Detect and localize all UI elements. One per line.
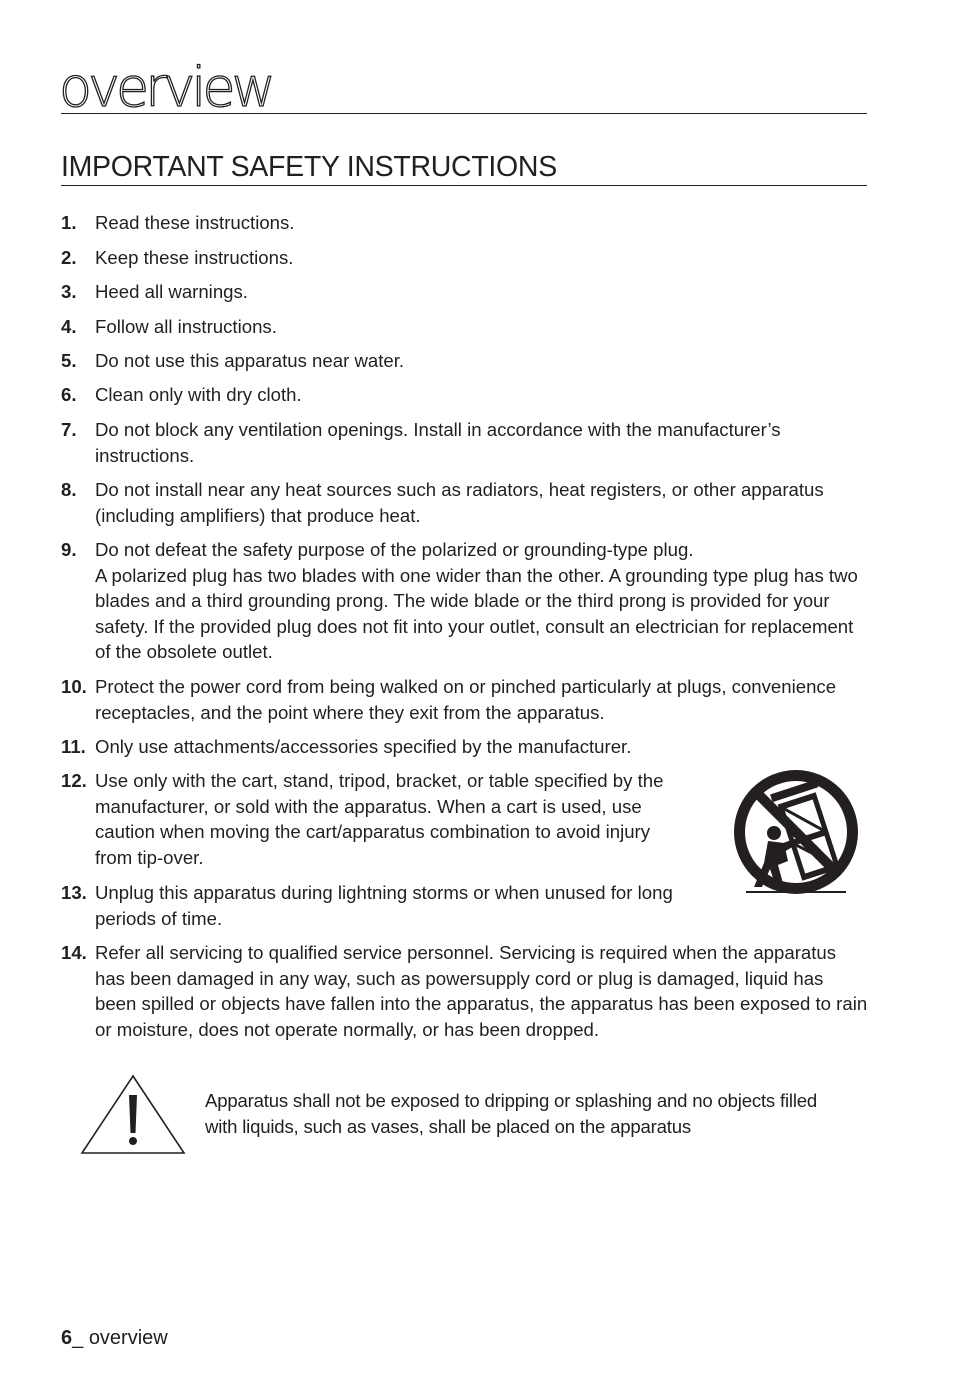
warning-text: Apparatus shall not be exposed to dripping or splashing and no objects filled with liquids, such as vases, shall be placed on the apparatus: [205, 1090, 818, 1137]
item-text-main: Do not defeat the safety purpose of the polarized or grounding-type plug.: [95, 539, 694, 560]
item-text: Read these instructions.: [95, 212, 295, 233]
item-text: [95, 537, 869, 665]
footer-separator: _: [72, 1327, 89, 1349]
section-rule: [61, 185, 867, 186]
item-number: 7.: [61, 419, 77, 440]
item-number: 1.: [61, 212, 77, 233]
item-text: Protect the power cord from being walked on or pinched particularly at plugs, convenience receptacles, and the point where they exit from the apparatus.: [95, 676, 837, 723]
item-text: Refer all servicing to qualified service personnel. Servicing is required when the apparatus has been damaged in any way, such as powersupply cord or plug is damaged, liquid has been spilled or objects have fallen into the apparatus, the apparatus has been exposed to rain or moisture, does not operate normally, or has been dropped.: [95, 942, 868, 1040]
item-number: 6.: [61, 384, 77, 405]
item-text: Do not install near any heat sources such as radiators, heat registers, or other apparatus (including amplifiers) that produce heat.: [95, 479, 824, 526]
item-text: Clean only with dry cloth.: [95, 384, 302, 405]
item-number: 3.: [61, 281, 77, 302]
item-number: 2.: [61, 247, 77, 268]
item-text: Keep these instructions.: [95, 247, 294, 268]
item-text: Unplug this apparatus during lightning storms or when unused for long periods of time.: [95, 882, 673, 929]
item-text: Use only with the cart, stand, tripod, bracket, or table specified by the manufacturer, or sold with the apparatus. When a cart is used, use caution when moving the cart/apparatus combination to avoid injury from tip-over.: [95, 770, 664, 868]
item-text: Follow all instructions.: [95, 316, 277, 337]
page-footer: [61, 1325, 168, 1351]
item-number: 8.: [61, 479, 77, 500]
section-title: IMPORTANT SAFETY INSTRUCTIONS: [61, 151, 557, 183]
item-number: 11.: [61, 736, 86, 757]
item-text: Heed all warnings.: [95, 281, 248, 302]
item-text: Do not block any ventilation openings. Install in accordance with the manufacturer’s instructions.: [95, 419, 781, 466]
item-text: Do not use this apparatus near water.: [95, 350, 405, 371]
item-number: 14.: [61, 942, 87, 963]
item-number: 10.: [61, 676, 87, 697]
item-number: 4.: [61, 316, 77, 337]
item-number: 9.: [61, 539, 77, 560]
header-rule: [61, 113, 867, 114]
footer-section: overview: [88, 1327, 168, 1349]
item-text: Only use attachments/accessories specified by the manufacturer.: [95, 736, 632, 757]
cart-tip-over-icon: [728, 765, 868, 902]
chapter-title: overview: [59, 56, 272, 119]
exclamation-triangle-icon: [80, 1073, 186, 1160]
item-number: 12.: [61, 770, 87, 791]
page-number: 6: [61, 1327, 73, 1349]
item-number: 13.: [61, 882, 87, 903]
item-number: 5.: [61, 350, 77, 371]
item-text-extra: A polarized plug has two blades with one wider than the other. A grounding type plug has two blades and a third grounding prong. The wide blade or the third prong is provided for your safety. If the provided plug does not fit into your outlet, consult an electrician for replacement of the obsolete outlet.: [95, 564, 858, 663]
